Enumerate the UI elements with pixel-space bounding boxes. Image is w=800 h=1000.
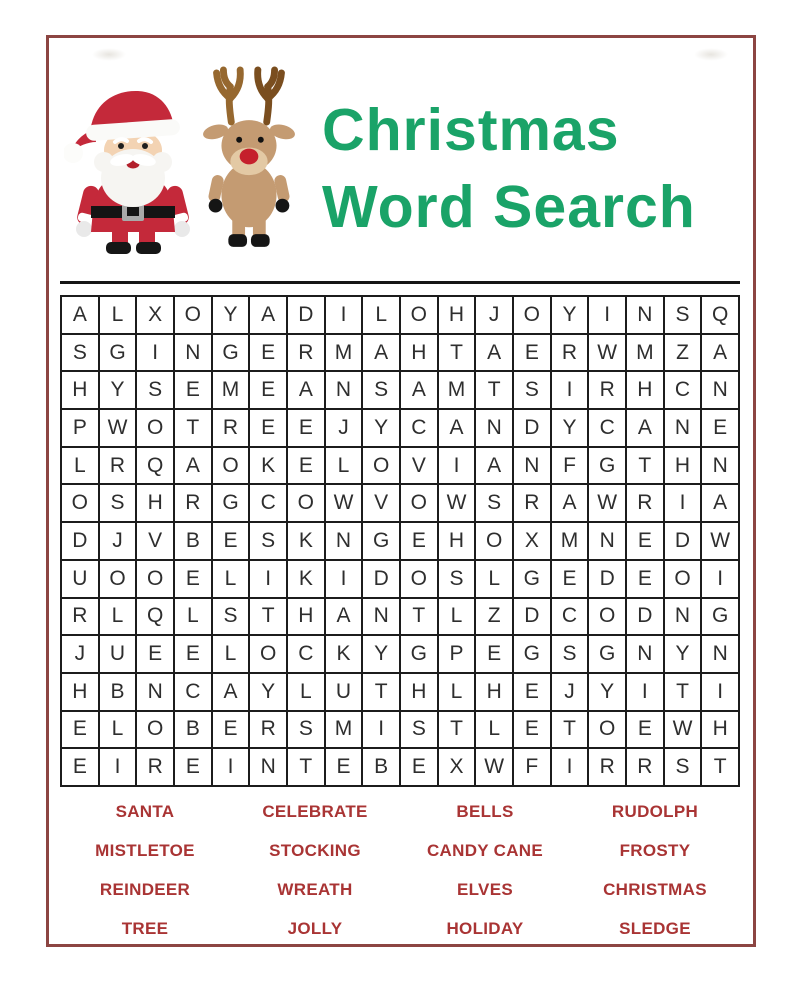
grid-cell-r11c15: Y [588,673,626,711]
grid-cell-r6c15: W [588,484,626,522]
grid-cell-r7c4: B [174,522,212,560]
grid-cell-r1c7: D [287,296,325,334]
grid-cell-r6c6: C [249,484,287,522]
grid-cell-r13c10: E [400,748,438,786]
grid-cell-r12c6: R [249,711,287,749]
grid-cell-r12c5: E [212,711,250,749]
letter-grid [60,295,740,787]
grid-cell-r9c8: A [325,598,363,636]
grid-cell-r11c7: L [287,673,325,711]
grid-cell-r4c18: E [701,409,739,447]
grid-cell-r5c11: I [438,447,476,485]
grid-cell-r7c7: K [287,522,325,560]
grid-cell-r12c2: L [99,711,137,749]
grid-cell-r13c16: R [626,748,664,786]
grid-cell-r12c18: H [701,711,739,749]
grid-cell-r12c10: S [400,711,438,749]
grid-cell-r6c10: O [400,484,438,522]
grid-cell-r2c10: H [400,334,438,372]
grid-cell-r4c6: E [249,409,287,447]
grid-cell-r7c8: N [325,522,363,560]
grid-cell-r4c1: P [61,409,99,447]
grid-cell-r7c5: E [212,522,250,560]
grid-cell-r8c13: G [513,560,551,598]
grid-cell-r1c6: A [249,296,287,334]
word-item-frosty: FROSTY [619,840,691,860]
grid-cell-r7c1: D [61,522,99,560]
grid-cell-r1c17: S [664,296,702,334]
grid-cell-r3c6: E [249,371,287,409]
grid-cell-r2c12: A [475,334,513,372]
grid-cell-r7c17: D [664,522,702,560]
grid-cell-r9c4: L [174,598,212,636]
grid-cell-r8c9: D [362,560,400,598]
grid-cell-r11c18: I [701,673,739,711]
santa-illustration [64,80,204,256]
word-list [60,792,740,948]
grid-cell-r2c9: A [362,334,400,372]
grid-cell-r8c7: K [287,560,325,598]
grid-cell-r9c16: D [626,598,664,636]
grid-cell-r13c5: I [212,748,250,786]
grid-cell-r11c1: H [61,673,99,711]
grid-cell-r10c3: E [136,635,174,673]
grid-cell-r11c10: H [400,673,438,711]
grid-cell-r7c13: X [513,522,551,560]
grid-cell-r1c4: O [174,296,212,334]
grid-cell-r10c13: G [513,635,551,673]
grid-cell-r13c11: X [438,748,476,786]
grid-cell-r8c12: L [475,560,513,598]
grid-cell-r8c16: E [626,560,664,598]
page-title-line1: Christmas [322,97,620,163]
header-divider [60,281,740,284]
word-item-candy-cane: CANDY CANE [426,840,544,860]
grid-cell-r5c5: O [212,447,250,485]
grid-cell-r1c1: A [61,296,99,334]
grid-cell-r1c14: Y [551,296,589,334]
grid-cell-r8c1: U [61,560,99,598]
grid-cell-r5c2: R [99,447,137,485]
grid-cell-r7c12: O [475,522,513,560]
grid-cell-r6c13: R [513,484,551,522]
grid-cell-r4c2: W [99,409,137,447]
grid-cell-r5c8: L [325,447,363,485]
grid-cell-r4c13: D [513,409,551,447]
grid-cell-r9c15: O [588,598,626,636]
grid-cell-r10c2: U [99,635,137,673]
grid-cell-r2c11: T [438,334,476,372]
grid-cell-r4c14: Y [551,409,589,447]
grid-cell-r10c5: L [212,635,250,673]
grid-cell-r5c14: F [551,447,589,485]
grid-cell-r10c18: N [701,635,739,673]
grid-cell-r9c2: L [99,598,137,636]
page-title [322,92,752,246]
grid-cell-r7c11: H [438,522,476,560]
grid-cell-r9c11: L [438,598,476,636]
word-item-sledge: SLEDGE [619,918,691,938]
grid-cell-r3c9: S [362,371,400,409]
grid-cell-r1c11: H [438,296,476,334]
grid-cell-r8c11: S [438,560,476,598]
grid-cell-r9c7: H [287,598,325,636]
grid-cell-r5c17: H [664,447,702,485]
word-item-stocking: STOCKING [269,840,361,860]
grid-cell-r3c18: N [701,371,739,409]
grid-cell-r3c14: I [551,371,589,409]
grid-cell-r5c16: T [626,447,664,485]
grid-cell-r6c1: O [61,484,99,522]
grid-cell-r9c12: Z [475,598,513,636]
grid-cell-r12c12: L [475,711,513,749]
grid-cell-r5c4: A [174,447,212,485]
grid-cell-r9c17: N [664,598,702,636]
grid-cell-r13c9: B [362,748,400,786]
grid-cell-r2c6: E [249,334,287,372]
grid-cell-r12c14: T [551,711,589,749]
grid-cell-r6c7: O [287,484,325,522]
grid-cell-r6c14: A [551,484,589,522]
grid-cell-r9c1: R [61,598,99,636]
grid-cell-r3c11: M [438,371,476,409]
grid-cell-r2c15: W [588,334,626,372]
grid-cell-r10c7: C [287,635,325,673]
grid-cell-r10c8: K [325,635,363,673]
grid-cell-r6c11: W [438,484,476,522]
word-item-celebrate: CELEBRATE [262,801,368,821]
grid-cell-r13c3: R [136,748,174,786]
grid-cell-r6c2: S [99,484,137,522]
grid-cell-r1c18: Q [701,296,739,334]
grid-cell-r4c9: Y [362,409,400,447]
grid-cell-r11c5: A [212,673,250,711]
grid-cell-r2c2: G [99,334,137,372]
corner-mark-icon [694,48,728,61]
grid-cell-r2c16: M [626,334,664,372]
grid-cell-r2c18: A [701,334,739,372]
grid-cell-r2c5: G [212,334,250,372]
grid-cell-r5c3: Q [136,447,174,485]
grid-cell-r1c2: L [99,296,137,334]
grid-cell-r6c8: W [325,484,363,522]
grid-cell-r6c9: V [362,484,400,522]
grid-cell-r12c8: M [325,711,363,749]
grid-cell-r10c12: E [475,635,513,673]
grid-cell-r7c6: S [249,522,287,560]
word-item-rudolph: RUDOLPH [611,801,699,821]
grid-cell-r5c6: K [249,447,287,485]
grid-cell-r3c7: A [287,371,325,409]
grid-cell-r2c4: N [174,334,212,372]
grid-cell-r7c14: M [551,522,589,560]
grid-cell-r3c3: S [136,371,174,409]
grid-cell-r2c3: I [136,334,174,372]
grid-cell-r13c6: N [249,748,287,786]
grid-cell-r10c6: O [249,635,287,673]
grid-cell-r4c7: E [287,409,325,447]
grid-cell-r5c18: N [701,447,739,485]
grid-cell-r3c8: N [325,371,363,409]
grid-cell-r2c1: S [61,334,99,372]
grid-cell-r10c9: Y [362,635,400,673]
grid-cell-r12c16: E [626,711,664,749]
grid-cell-r12c4: B [174,711,212,749]
grid-cell-r4c8: J [325,409,363,447]
grid-cell-r7c2: J [99,522,137,560]
grid-cell-r13c8: E [325,748,363,786]
grid-cell-r1c8: I [325,296,363,334]
grid-cell-r8c8: I [325,560,363,598]
grid-cell-r1c3: X [136,296,174,334]
grid-cell-r8c17: O [664,560,702,598]
grid-cell-r7c16: E [626,522,664,560]
word-item-jolly: JOLLY [287,918,343,938]
grid-cell-r13c14: I [551,748,589,786]
grid-cell-r11c6: Y [249,673,287,711]
grid-cell-r5c15: G [588,447,626,485]
grid-cell-r6c5: G [212,484,250,522]
grid-cell-r4c11: A [438,409,476,447]
santa-icon [64,80,204,256]
grid-cell-r12c9: I [362,711,400,749]
grid-cell-r8c14: E [551,560,589,598]
grid-cell-r4c16: A [626,409,664,447]
grid-cell-r8c3: O [136,560,174,598]
grid-cell-r13c2: I [99,748,137,786]
grid-cell-r9c14: C [551,598,589,636]
word-item-elves: ELVES [457,879,513,899]
grid-cell-r4c5: R [212,409,250,447]
grid-cell-r13c4: E [174,748,212,786]
grid-cell-r5c12: A [475,447,513,485]
grid-cell-r6c17: I [664,484,702,522]
grid-cell-r3c2: Y [99,371,137,409]
grid-cell-r1c15: I [588,296,626,334]
grid-cell-r12c17: W [664,711,702,749]
grid-cell-r10c10: G [400,635,438,673]
grid-cell-r12c7: S [287,711,325,749]
grid-cell-r11c9: T [362,673,400,711]
word-item-christmas: CHRISTMAS [603,879,707,899]
grid-cell-r9c13: D [513,598,551,636]
grid-cell-r1c16: N [626,296,664,334]
reindeer-illustration [190,57,308,252]
grid-cell-r13c17: S [664,748,702,786]
grid-cell-r7c3: V [136,522,174,560]
grid-cell-r2c14: R [551,334,589,372]
grid-cell-r8c15: D [588,560,626,598]
grid-cell-r10c14: S [551,635,589,673]
word-item-reindeer: REINDEER [99,879,191,899]
grid-cell-r10c4: E [174,635,212,673]
grid-cell-r12c13: E [513,711,551,749]
grid-cell-r2c17: Z [664,334,702,372]
grid-cell-r1c5: Y [212,296,250,334]
grid-cell-r4c10: C [400,409,438,447]
grid-cell-r8c2: O [99,560,137,598]
grid-cell-r5c1: L [61,447,99,485]
grid-cell-r3c4: E [174,371,212,409]
grid-cell-r13c18: T [701,748,739,786]
grid-cell-r4c3: O [136,409,174,447]
grid-cell-r3c15: R [588,371,626,409]
word-item-bells: BELLS [456,801,514,821]
grid-cell-r1c13: O [513,296,551,334]
grid-cell-r5c9: O [362,447,400,485]
grid-cell-r9c3: Q [136,598,174,636]
grid-cell-r6c18: A [701,484,739,522]
grid-cell-r2c8: M [325,334,363,372]
word-item-holiday: HOLIDAY [446,918,524,938]
grid-cell-r12c11: T [438,711,476,749]
grid-cell-r5c10: V [400,447,438,485]
grid-cell-r9c9: N [362,598,400,636]
grid-cell-r5c7: E [287,447,325,485]
reindeer-icon [190,57,308,252]
grid-cell-r1c12: J [475,296,513,334]
grid-cell-r10c17: Y [664,635,702,673]
grid-cell-r3c1: H [61,371,99,409]
grid-cell-r10c15: G [588,635,626,673]
word-item-santa: SANTA [115,801,175,821]
grid-cell-r7c9: G [362,522,400,560]
grid-cell-r8c18: I [701,560,739,598]
grid-cell-r10c16: N [626,635,664,673]
grid-cell-r9c10: T [400,598,438,636]
grid-cell-r11c17: T [664,673,702,711]
grid-cell-r9c5: S [212,598,250,636]
grid-cell-r12c15: O [588,711,626,749]
grid-cell-r7c15: N [588,522,626,560]
grid-cell-r1c9: L [362,296,400,334]
grid-cell-r4c17: N [664,409,702,447]
grid-cell-r9c6: T [249,598,287,636]
grid-cell-r6c12: S [475,484,513,522]
grid-cell-r4c12: N [475,409,513,447]
grid-cell-r3c12: T [475,371,513,409]
grid-cell-r3c17: C [664,371,702,409]
grid-cell-r11c4: C [174,673,212,711]
grid-cell-r11c12: H [475,673,513,711]
grid-cell-r13c1: E [61,748,99,786]
corner-mark-icon [92,48,126,61]
word-item-mistletoe: MISTLETOE [95,840,195,860]
grid-cell-r1c10: O [400,296,438,334]
grid-cell-r6c16: R [626,484,664,522]
grid-cell-r3c5: M [212,371,250,409]
grid-cell-r7c18: W [701,522,739,560]
grid-cell-r11c3: N [136,673,174,711]
grid-cell-r2c13: E [513,334,551,372]
grid-cell-r8c6: I [249,560,287,598]
grid-cell-r6c3: H [136,484,174,522]
grid-cell-r6c4: R [174,484,212,522]
grid-cell-r12c1: E [61,711,99,749]
word-item-tree: TREE [121,918,169,938]
page-title-line2: Word Search [322,174,696,240]
grid-cell-r11c8: U [325,673,363,711]
grid-cell-r11c13: E [513,673,551,711]
grid-cell-r13c12: W [475,748,513,786]
grid-cell-r8c4: E [174,560,212,598]
grid-cell-r10c11: P [438,635,476,673]
grid-cell-r4c4: T [174,409,212,447]
grid-cell-r2c7: R [287,334,325,372]
grid-cell-r9c18: G [701,598,739,636]
grid-cell-r13c15: R [588,748,626,786]
grid-cell-r3c16: H [626,371,664,409]
grid-cell-r10c1: J [61,635,99,673]
grid-cell-r11c2: B [99,673,137,711]
grid-cell-r11c11: L [438,673,476,711]
grid-cell-r12c3: O [136,711,174,749]
grid-cell-r8c10: O [400,560,438,598]
grid-cell-r7c10: E [400,522,438,560]
word-item-wreath: WREATH [277,879,353,899]
grid-cell-r3c13: S [513,371,551,409]
grid-cell-r11c14: J [551,673,589,711]
grid-cell-r5c13: N [513,447,551,485]
grid-cell-r8c5: L [212,560,250,598]
grid-cell-r11c16: I [626,673,664,711]
grid-cell-r3c10: A [400,371,438,409]
grid-cell-r13c13: F [513,748,551,786]
grid-cell-r13c7: T [287,748,325,786]
grid-cell-r4c15: C [588,409,626,447]
